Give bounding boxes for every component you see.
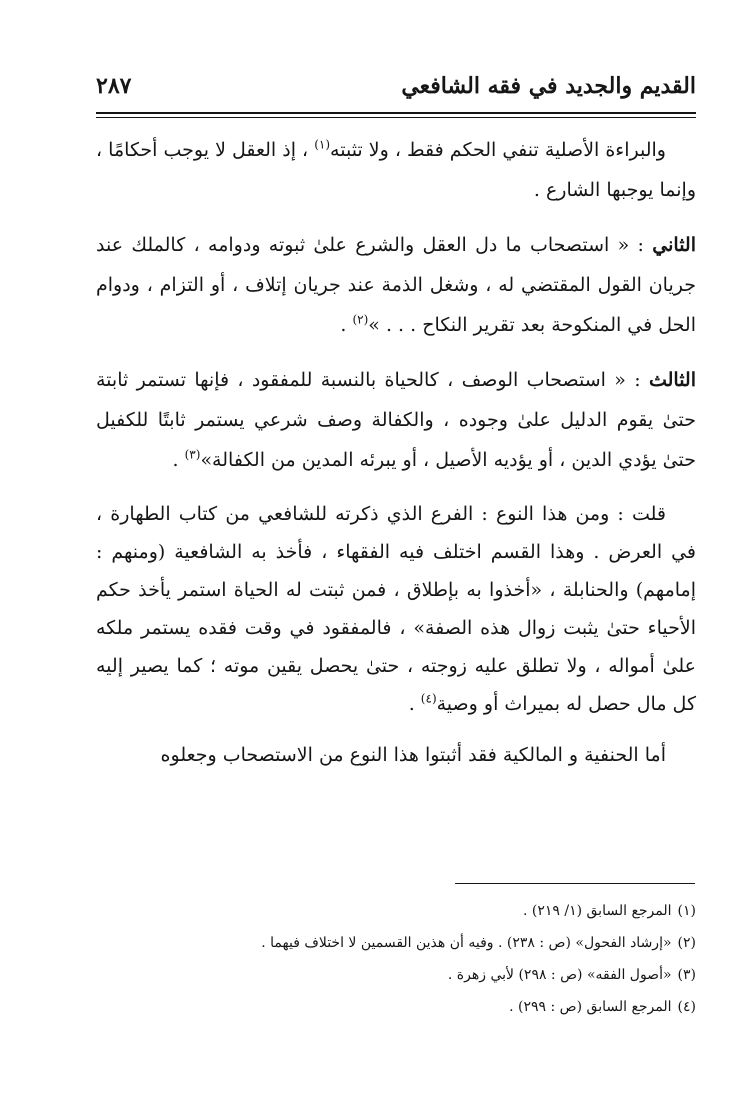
footnote-number: (٣) <box>677 967 696 983</box>
paragraph-3 <box>96 360 696 480</box>
page-number: ٢٨٧ <box>96 73 132 99</box>
footnote-number: (٤) <box>677 999 696 1015</box>
footnote-separator <box>455 883 695 884</box>
paragraph-1 <box>96 130 696 210</box>
main-text <box>96 130 696 775</box>
paragraph-lead: الثالث <box>648 369 696 391</box>
paragraph-2 <box>96 225 696 345</box>
header-rule-thick <box>96 112 696 114</box>
paragraph-4 <box>96 495 696 723</box>
running-title: القديم والجديد في فقه الشافعي <box>401 73 696 99</box>
footnote-text: المرجع السابق (ص : ٢٩٩) . <box>509 999 672 1015</box>
footnote-number: (١) <box>677 903 696 919</box>
footnote-2 <box>120 927 696 959</box>
footnote-number: (٢) <box>677 935 696 951</box>
page-header <box>96 66 696 106</box>
paragraph-lead: الثاني <box>652 234 696 256</box>
paragraph-tail: . <box>408 693 421 715</box>
footnote-1 <box>120 895 696 927</box>
footnote-text: المرجع السابق (١/ ٢١٩) . <box>522 903 672 919</box>
paragraph-tail: . <box>172 449 185 471</box>
paragraph-text: والبراءة الأصلية تنفي الحكم فقط ، ولا تثبته <box>330 139 666 161</box>
paragraph-text: أما الحنفية و المالكية فقد أثبتوا هذا النوع من الاستصحاب وجعلوه <box>160 744 666 766</box>
footnote-4 <box>120 991 696 1023</box>
footnote-ref: (١) <box>314 137 331 152</box>
footnote-text: «إرشاد الفحول» (ص : ٢٣٨) . وفيه أن هذين القسمين لا اختلاف فيهما . <box>261 935 672 951</box>
footnotes <box>120 895 696 1023</box>
footnote-ref: (٤) <box>420 691 437 706</box>
footnote-text: «أصول الفقه» (ص : ٢٩٨) لأبي زهرة . <box>447 967 672 983</box>
footnote-ref: (٣) <box>184 447 201 462</box>
paragraph-tail: ، إذ العقل لا يوجب أحكامًا ، وإنما يوجبها الشارع . <box>96 139 696 201</box>
paragraph-5 <box>96 735 696 775</box>
footnote-ref: (٢) <box>352 312 369 327</box>
paragraph-text: : « استصحاب ما دل العقل والشرع علىٰ ثبوته ودوامه ، كالملك عند جريان القول المقتضي له ، وشغل الذمة عند جريان إتلاف ، أو التزام ، ودوام الحل في المنكوحة بعد تقرير النكاح . . . » <box>96 234 696 336</box>
paragraph-text: : « استصحاب الوصف ، كالحياة بالنسبة للمفقود ، فإنها تستمر ثابتة حتىٰ يقوم الدليل علىٰ وجوده ، والكفالة وصف شرعي يستمر ثابتًا للكفيل حتىٰ يؤدي الدين ، أو يؤديه الأصيل ، أو يبرئه المدين من الكفالة» <box>96 369 696 471</box>
header-rule-thin <box>96 117 696 118</box>
footnote-3 <box>120 959 696 991</box>
paragraph-text: قلت : ومن هذا النوع : الفرع الذي ذكرته للشافعي من كتاب الطهارة ، في العرض . وهذا القسم اختلف فيه الفقهاء ، فأخذ به الشافعية (ومنهم : إمامهم) والحنابلة ، «أخذوا به بإطلاق ، فمن ثبتت له الحياة استمر يأخذ حكم الأحياء حتىٰ يثبت زوال هذه الصفة» ، فالمفقود في وقت فقده يستمر ملكه علىٰ أمواله ، ولا تطلق عليه زوجته ، حتىٰ يحصل يقين موته ؛ كما يصير إليه كل مال حصل له بميراث أو وصية <box>96 503 696 715</box>
paragraph-tail: . <box>340 314 353 336</box>
